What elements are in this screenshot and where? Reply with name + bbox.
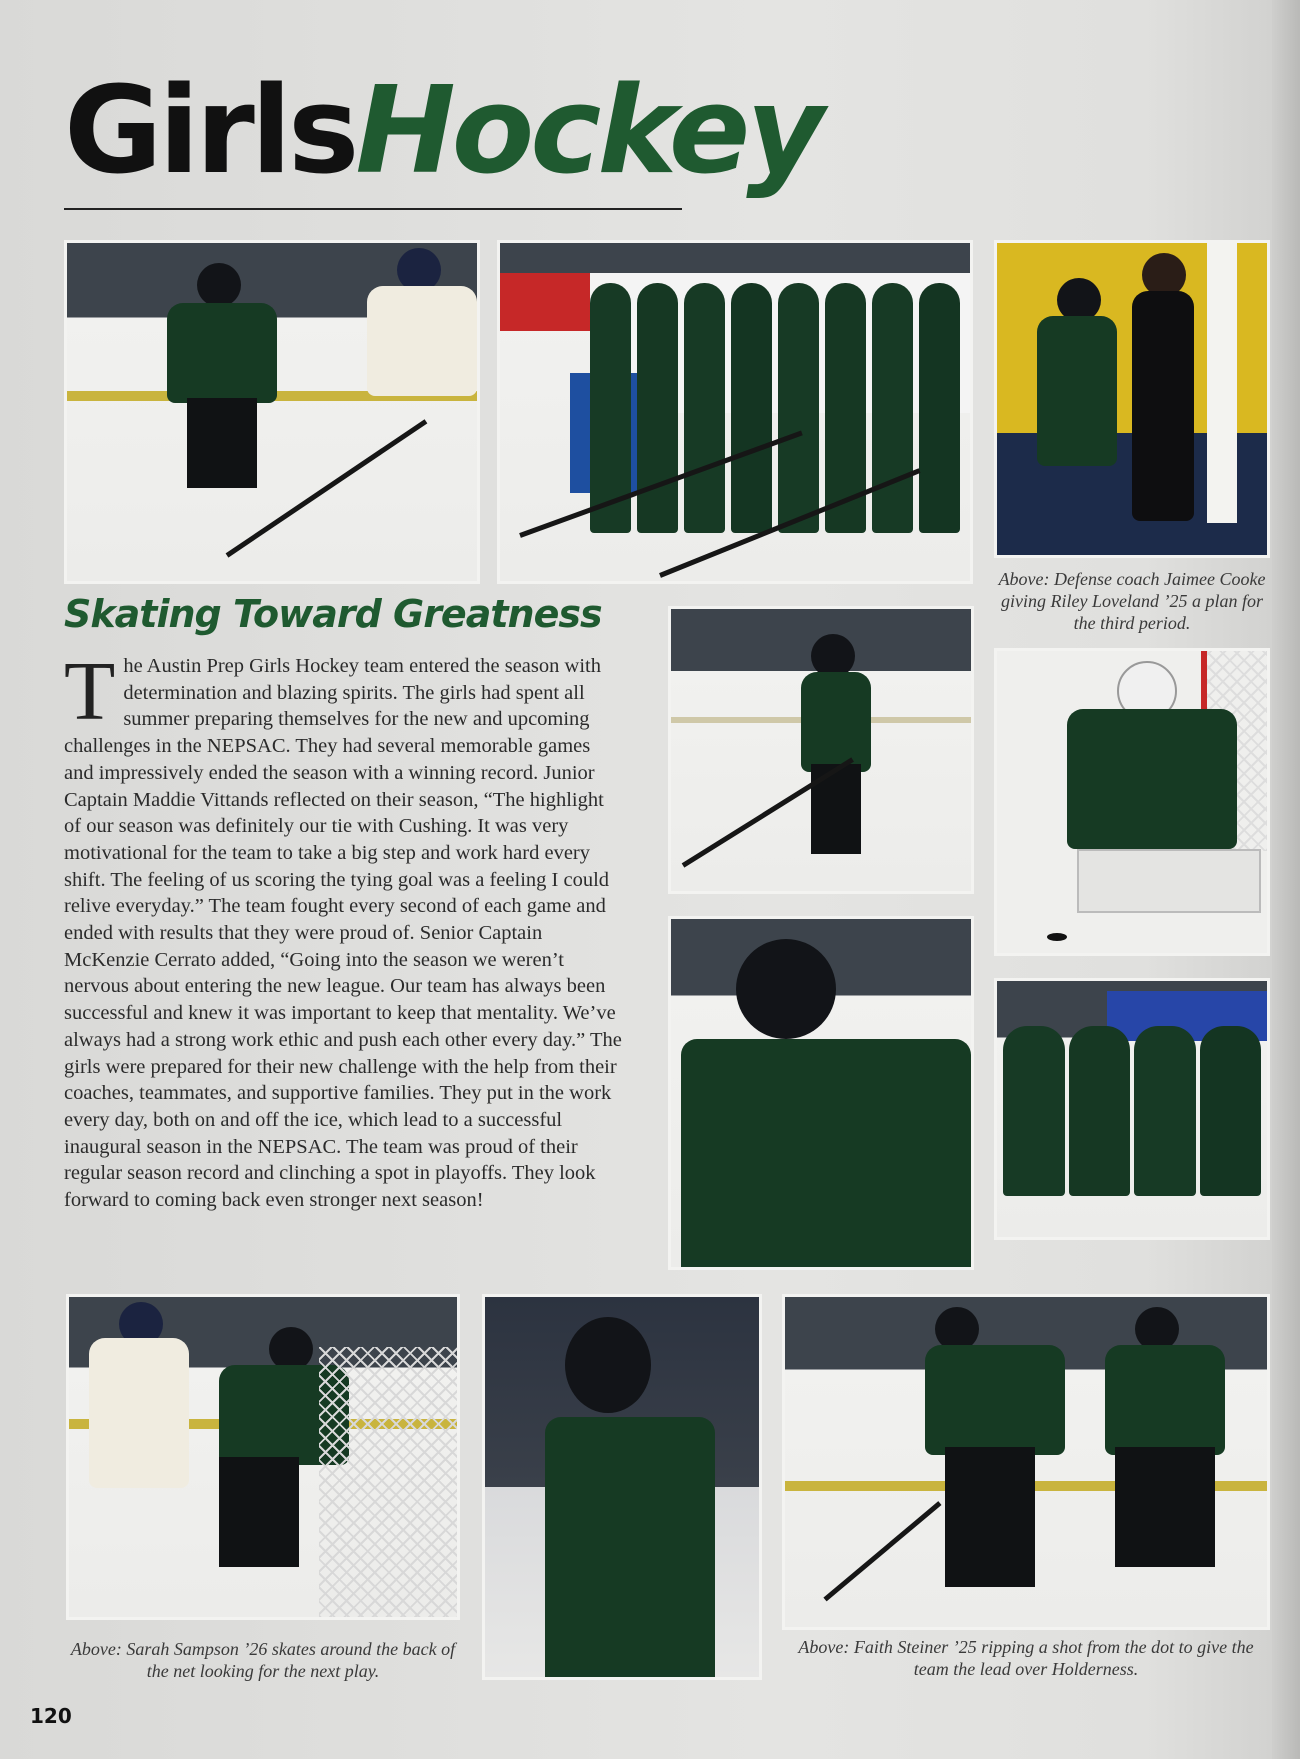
page-number: 120: [30, 1704, 72, 1728]
photo-skater-with-puck: [668, 606, 974, 894]
page-title: [64, 62, 821, 202]
photo-skater-vs-opponent: [64, 240, 480, 584]
article-text: he Austin Prep Girls Hockey team entered the season with determination and blazing spirits. The girls had spent all summer preparing themselves for the new and upcoming challenges in the NEPSAC. They had several memorable games and impressively ended the season with a winning record. Junior Captain Maddie Vittands reflected on their season, “The highlight of our season was definitely our tie with Cushing. It was very motivational for the team to take a big step and work hard every shift. The feeling of us scoring the tying goal was a feeling I could relive everyday.” The team fought every second of each game and ended with results that they were proud of. Senior Captain McKenzie Cerrato added, “Going into the season we weren’t nervous about entering the new league. Our team has always been successful and knew it was important to keep that mentality. We’ve always had a strong work ethic and push each other every day.” The girls were prepared for their new challenge with the help from their coaches, teammates, and supportive families. They put in the work every day, both on and off the ice, which lead to a successful inaugural season in the NEPSAC. The team was proud of their regular season record and clinching a spot in playoffs. They look forward to coming back even stronger next season!: [64, 655, 622, 1212]
title-underline: [64, 208, 682, 210]
goal-net: [319, 1347, 459, 1617]
photo-team-skating: [994, 978, 1270, 1240]
photo-sampson-around-net: [66, 1294, 460, 1620]
photo-player-24: [482, 1294, 762, 1680]
title-word-hockey: Hockey: [355, 62, 821, 201]
title-word-girls: Girls: [64, 62, 356, 201]
photo-steiner-shot: [782, 1294, 1270, 1630]
skating-players: [997, 1026, 1267, 1196]
lineup-players: [590, 283, 960, 533]
photo-goalie: [994, 648, 1270, 956]
page-gutter: [1272, 0, 1300, 1759]
photo-team-lineup: [497, 240, 973, 584]
photo-player-closeup: [668, 916, 974, 1270]
caption-steiner: Above: Faith Steiner ’25 ripping a shot from the dot to give the team the lead over Holderness.: [798, 1637, 1254, 1679]
drop-cap: T: [64, 645, 116, 738]
article-body: [64, 645, 624, 1214]
caption-coach: Above: Defense coach Jaimee Cooke giving Riley Loveland ’25 a plan for the third period.: [998, 569, 1266, 633]
puck: [1047, 933, 1067, 941]
article-headline: Skating Toward Greatness: [64, 592, 602, 636]
photo-coach-talk: [994, 240, 1270, 558]
caption-sampson: Above: Sarah Sampson ’26 skates around the back of the net looking for the next play.: [70, 1639, 456, 1681]
